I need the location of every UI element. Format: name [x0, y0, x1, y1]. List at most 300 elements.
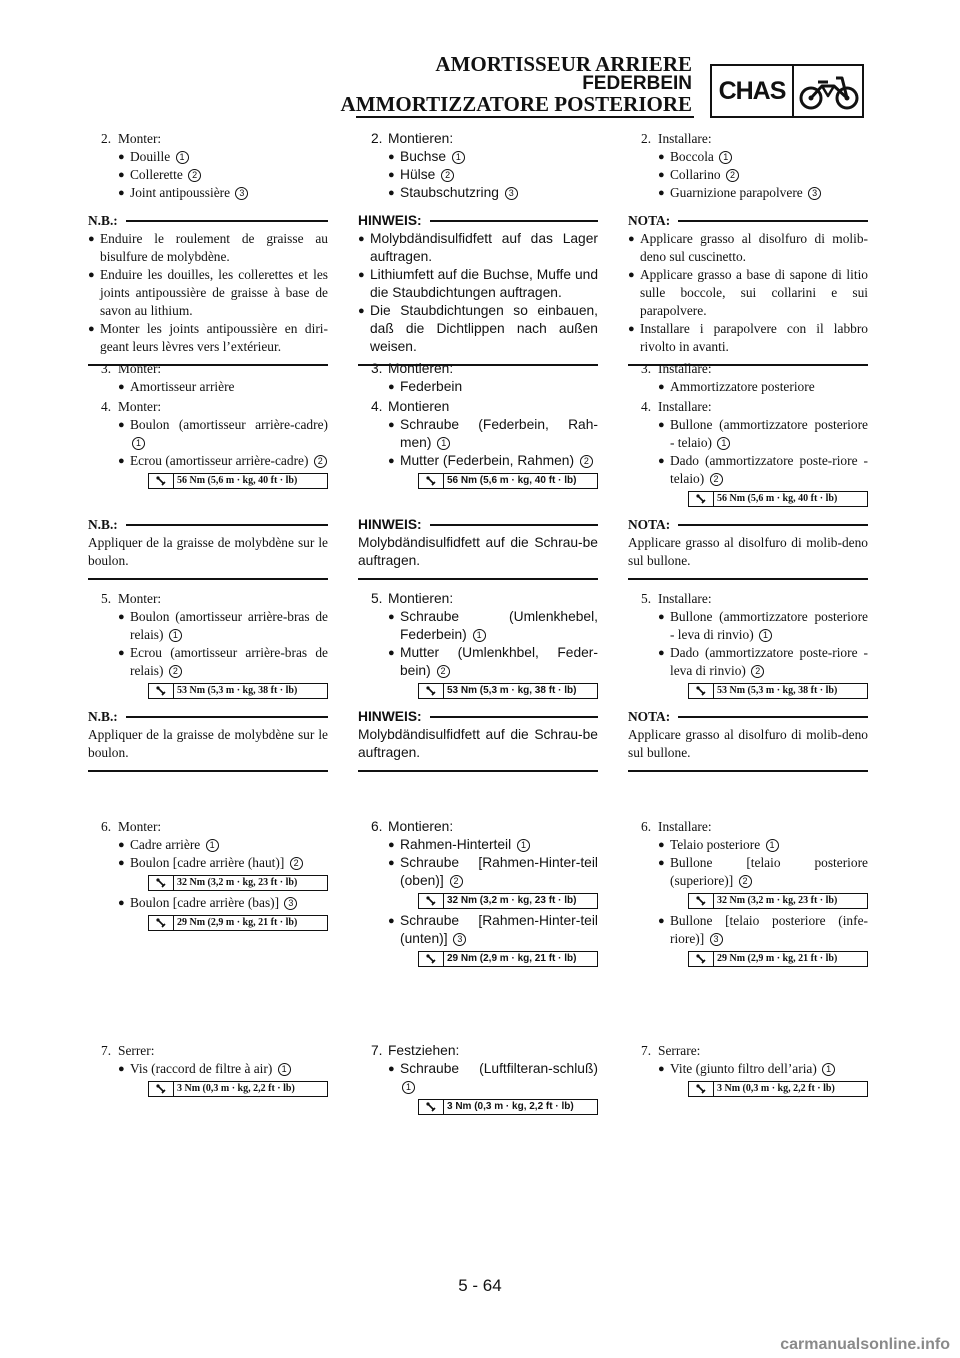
item-label: Ecrou (amortisseur arrière-bras de relais)	[130, 645, 328, 678]
note-block	[88, 510, 328, 580]
step-item-text	[670, 416, 868, 452]
torque-value: 29 Nm (2,9 m · kg, 21 ft · lb)	[447, 953, 577, 964]
callout-number: 1	[278, 1063, 291, 1076]
callout-number: 1	[717, 437, 730, 450]
callout-number: 2	[739, 875, 752, 888]
step-block	[358, 818, 598, 970]
note-heading	[358, 212, 598, 230]
step-item-text	[130, 166, 328, 184]
step-item-text	[400, 854, 598, 890]
callout-number: 2	[710, 473, 723, 486]
callout-number: 1	[473, 629, 486, 642]
item-label: Boulon [cadre arrière (bas)]	[130, 895, 280, 910]
bullet-icon: ●	[118, 455, 125, 467]
bullet-icon: ●	[658, 151, 665, 163]
note-end-rule	[628, 770, 868, 772]
callout-number: 3	[284, 897, 297, 910]
torque-spec	[418, 683, 598, 699]
step-item-text	[130, 854, 328, 872]
step-item	[88, 148, 328, 166]
torque-value: 32 Nm (3,2 m · kg, 23 ft · lb)	[177, 877, 298, 888]
bullet-icon: ●	[628, 269, 635, 281]
step-item	[628, 854, 868, 890]
step-item-text	[670, 608, 868, 644]
bullet-icon: ●	[388, 1063, 395, 1075]
torque-value: 3 Nm (0,3 m · kg, 2,2 ft · lb)	[177, 1083, 295, 1094]
step-item-text	[670, 854, 868, 890]
step-action: Montieren:	[388, 591, 454, 606]
bullet-icon: ●	[118, 839, 125, 851]
item-label: Boulon (amortisseur arrière-bras de relais)	[130, 609, 328, 642]
torque-spec	[148, 915, 328, 931]
step-number: 5.	[641, 591, 652, 606]
note-block	[358, 206, 598, 366]
step-item	[358, 644, 598, 680]
step-heading	[628, 818, 868, 836]
torque-wrench-icon	[149, 474, 174, 488]
step-action: Installare:	[658, 131, 712, 146]
step-item-text	[400, 1060, 598, 1096]
note-heading	[628, 708, 868, 726]
note-block	[628, 702, 868, 772]
step-item	[358, 416, 598, 452]
step-action: Monter:	[118, 819, 162, 834]
item-label: Schraube (Luftfilteran-schluß)	[400, 1061, 598, 1076]
torque-wrench-icon	[149, 1082, 174, 1096]
step-item-text	[400, 378, 598, 396]
step-block	[628, 1042, 868, 1100]
torque-spec	[688, 491, 868, 507]
step-number: 7.	[371, 1043, 383, 1058]
callout-number: 3	[505, 187, 518, 200]
step-item	[358, 184, 598, 202]
step-item	[88, 1060, 328, 1078]
bullet-icon: ●	[388, 857, 395, 869]
callout-number: 2	[437, 665, 450, 678]
bullet-icon: ●	[118, 611, 125, 623]
note-bullet	[358, 230, 598, 266]
bullet-icon: ●	[628, 323, 635, 335]
item-label: Boulon [cadre arrière (haut)]	[130, 855, 285, 870]
item-label: Federbein	[400, 379, 463, 394]
callout-number: 2	[188, 169, 201, 182]
note-rule	[430, 220, 598, 222]
step-action: Installare:	[658, 591, 712, 606]
item-label: Douille	[130, 149, 171, 164]
step-item-text	[670, 836, 868, 854]
bullet-icon: ●	[658, 647, 665, 659]
step-action: Monter:	[118, 361, 162, 376]
step-item	[628, 644, 868, 680]
step-item-text	[130, 644, 328, 680]
bullet-icon: ●	[88, 323, 95, 335]
note-label: HINWEIS:	[358, 213, 422, 228]
step-heading	[358, 398, 598, 416]
step-number: 4.	[101, 399, 112, 414]
callout-number: 1	[452, 151, 465, 164]
step-heading	[88, 818, 328, 836]
bullet-icon: ●	[658, 419, 665, 431]
note-label: HINWEIS:	[358, 517, 422, 532]
note-bullet	[628, 266, 868, 320]
note-heading	[628, 516, 868, 534]
note-label: N.B.:	[88, 709, 118, 724]
callout-number: 1	[759, 629, 772, 642]
step-item	[358, 378, 598, 396]
step-block	[358, 1042, 598, 1118]
item-label: Bullone [telaio posteriore (superiore)]	[670, 855, 868, 888]
step-heading	[628, 398, 868, 416]
torque-value: 32 Nm (3,2 m · kg, 23 ft · lb)	[717, 895, 838, 906]
callout-number: 2	[751, 665, 764, 678]
step-action: Montieren	[388, 399, 450, 414]
torque-wrench-icon	[419, 1100, 444, 1114]
step-heading	[358, 818, 598, 836]
note-label: N.B.:	[88, 213, 118, 228]
step-number: 2.	[641, 131, 652, 146]
bullet-icon: ●	[358, 233, 365, 245]
item-label: Dado (ammortizzatore poste-riore - leva di rinvio)	[670, 645, 868, 678]
torque-spec	[418, 951, 598, 967]
step-item	[358, 452, 598, 470]
step-heading	[358, 590, 598, 608]
callout-number: 1	[132, 437, 145, 450]
step-action: Installare:	[658, 819, 712, 834]
step-item	[628, 416, 868, 452]
item-label: Bullone (ammortizzatore posteriore - telaio)	[670, 417, 868, 450]
note-rule	[126, 524, 328, 526]
bullet-icon: ●	[658, 1063, 665, 1075]
step-number: 2.	[101, 131, 112, 146]
note-block	[88, 702, 328, 772]
step-item-text	[670, 912, 868, 948]
bullet-icon: ●	[358, 305, 365, 317]
torque-spec	[688, 951, 868, 967]
note-heading	[628, 212, 868, 230]
step-block	[628, 398, 868, 510]
step-action: Serrare:	[658, 1043, 701, 1058]
torque-value: 29 Nm (2,9 m · kg, 21 ft · lb)	[717, 953, 838, 964]
item-label: Mutter (Federbein, Rahmen)	[400, 453, 575, 468]
item-label: Telaio posteriore	[670, 837, 761, 852]
note-bullet	[88, 266, 328, 320]
step-item	[358, 912, 598, 948]
step-block	[628, 818, 868, 970]
step-item-text	[670, 378, 868, 396]
step-item	[88, 452, 328, 470]
step-heading	[88, 398, 328, 416]
callout-number: 3	[235, 187, 248, 200]
header-title-fr: AMORTISSEUR ARRIERE	[435, 52, 692, 76]
step-item-text	[400, 148, 598, 166]
step-number: 3.	[371, 361, 383, 376]
bullet-icon: ●	[388, 187, 395, 199]
callout-number: 1	[766, 839, 779, 852]
callout-number: 2	[314, 455, 327, 468]
callout-number: 2	[290, 857, 303, 870]
step-block	[628, 360, 868, 396]
step-action: Montieren:	[388, 361, 454, 376]
note-end-rule	[358, 770, 598, 772]
step-item	[88, 854, 328, 872]
callout-number: 1	[402, 1081, 415, 1094]
item-label: Mutter (Umlenkhbel, Feder-bein)	[400, 645, 598, 678]
callout-number: 2	[441, 169, 454, 182]
bullet-icon: ●	[658, 381, 665, 393]
torque-value: 32 Nm (3,2 m · kg, 23 ft · lb)	[447, 895, 577, 906]
step-number: 3.	[101, 361, 112, 376]
note-text: Molybdändisulfidfett auf die Schrau-be auftragen.	[358, 535, 598, 568]
step-item	[628, 148, 868, 166]
note-block	[358, 510, 598, 580]
torque-value: 53 Nm (5,3 m · kg, 38 ft · lb)	[177, 685, 298, 696]
callout-number: 1	[719, 151, 732, 164]
note-text: Applicare grasso al disolfuro di molib-deno sul bullone.	[628, 727, 868, 760]
step-item-text	[130, 894, 328, 912]
step-item	[358, 608, 598, 644]
step-action: Monter:	[118, 131, 162, 146]
bullet-icon: ●	[88, 233, 95, 245]
bullet-icon: ●	[118, 897, 125, 909]
note-heading	[88, 212, 328, 230]
watermark: carmanualsonline.info	[780, 1336, 950, 1353]
torque-value: 53 Nm (5,3 m · kg, 38 ft · lb)	[717, 685, 838, 696]
item-label: Schraube [Rahmen-Hinter-teil (oben)]	[400, 855, 598, 888]
note-heading	[358, 516, 598, 534]
step-item	[628, 378, 868, 396]
step-item	[358, 1060, 598, 1096]
header-title-de: FEDERBEIN	[582, 73, 692, 94]
step-heading	[358, 360, 598, 378]
note-text: Appliquer de la graisse de molybdène sur le boulon.	[88, 535, 328, 568]
bullet-icon: ●	[388, 647, 395, 659]
note-bullet	[628, 230, 868, 266]
step-item-text	[130, 452, 328, 470]
step-item-text	[400, 912, 598, 948]
torque-value: 3 Nm (0,3 m · kg, 2,2 ft · lb)	[447, 1101, 574, 1112]
step-item-text	[670, 644, 868, 680]
note-heading	[358, 708, 598, 726]
step-item-text	[400, 166, 598, 184]
torque-value: 29 Nm (2,9 m · kg, 21 ft · lb)	[177, 917, 298, 928]
bullet-icon: ●	[658, 187, 665, 199]
step-block	[358, 398, 598, 492]
callout-number: 2	[450, 875, 463, 888]
note-bullet-text: Die Staubdichtungen so einbauen, daß die Dichtlippen nach außen weisen.	[370, 303, 598, 354]
step-item-text	[130, 184, 328, 202]
item-label: Schraube (Federbein, Rah-men)	[400, 417, 598, 450]
item-label: Schraube (Umlenkhebel, Federbein)	[400, 609, 598, 642]
callout-number: 1	[517, 839, 530, 852]
note-rule	[678, 524, 868, 526]
step-item-text	[130, 1060, 328, 1078]
note-text: Molybdändisulfidfett auf die Schrau-be auftragen.	[358, 727, 598, 760]
step-number: 6.	[101, 819, 112, 834]
step-item	[88, 894, 328, 912]
step-heading	[358, 1042, 598, 1060]
bullet-icon: ●	[358, 269, 365, 281]
step-item-text	[400, 416, 598, 452]
step-action: Montieren:	[388, 131, 454, 146]
torque-spec	[148, 473, 328, 489]
bullet-icon: ●	[388, 419, 395, 431]
bullet-icon: ●	[88, 269, 95, 281]
step-number: 4.	[641, 399, 652, 414]
note-bullet-text: Molybdändisulfidfett auf das Lager auftragen.	[370, 231, 598, 264]
note-text: Applicare grasso al disolfuro di molib-deno sul bullone.	[628, 535, 868, 568]
note-rule	[430, 716, 598, 718]
step-block	[628, 130, 868, 202]
step-item	[358, 148, 598, 166]
item-label: Rahmen-Hinterteil	[400, 837, 512, 852]
step-item-text	[670, 452, 868, 488]
step-action: Serrer:	[118, 1043, 155, 1058]
item-label: Collarino	[670, 167, 721, 182]
step-heading	[628, 590, 868, 608]
item-label: Boccola	[670, 149, 714, 164]
bullet-icon: ●	[118, 187, 125, 199]
callout-number: 1	[822, 1063, 835, 1076]
torque-wrench-icon	[419, 684, 444, 698]
step-item-text	[400, 644, 598, 680]
bullet-icon: ●	[658, 839, 665, 851]
step-item	[628, 452, 868, 488]
step-item	[358, 836, 598, 854]
item-label: Boulon (amortisseur arrière-cadre)	[130, 417, 328, 432]
bullet-icon: ●	[118, 647, 125, 659]
item-label: Hülse	[400, 167, 436, 182]
step-heading	[88, 360, 328, 378]
step-block	[88, 1042, 328, 1100]
step-item-text	[130, 148, 328, 166]
item-label: Guarnizione parapolvere	[670, 185, 803, 200]
step-item-text	[670, 148, 868, 166]
step-block	[358, 590, 598, 702]
torque-wrench-icon	[419, 894, 444, 908]
item-label: Bullone (ammortizzatore posteriore - leva di rinvio)	[670, 609, 868, 642]
step-number: 7.	[641, 1043, 652, 1058]
torque-value: 56 Nm (5,6 m · kg, 40 ft · lb)	[717, 493, 838, 504]
step-item-text	[400, 184, 598, 202]
torque-wrench-icon	[689, 894, 714, 908]
note-label: NOTA:	[628, 517, 671, 532]
section-badge	[710, 64, 864, 118]
bullet-icon: ●	[388, 381, 395, 393]
step-item-text	[670, 184, 868, 202]
note-bullet	[88, 230, 328, 266]
item-label: Amortisseur arrière	[130, 379, 235, 394]
torque-wrench-icon	[689, 492, 714, 506]
section-badge-divider	[792, 66, 794, 116]
note-end-rule	[88, 578, 328, 580]
note-rule	[678, 716, 868, 718]
note-bullet-text: Installare i parapolvere con il labbro rivolto in avanti.	[640, 321, 868, 354]
torque-spec	[148, 1081, 328, 1097]
step-action: Festziehen:	[388, 1043, 460, 1058]
note-rule	[126, 220, 328, 222]
section-code: CHAS	[718, 77, 786, 105]
step-item	[628, 166, 868, 184]
note-label: NOTA:	[628, 709, 671, 724]
note-block	[628, 206, 868, 366]
note-bullet	[358, 266, 598, 302]
step-item-text	[130, 836, 328, 854]
bullet-icon: ●	[658, 169, 665, 181]
callout-number: 1	[169, 629, 182, 642]
step-item	[88, 836, 328, 854]
bullet-icon: ●	[388, 169, 395, 181]
bullet-icon: ●	[118, 419, 125, 431]
step-item	[358, 854, 598, 890]
bullet-icon: ●	[118, 151, 125, 163]
callout-number: 2	[169, 665, 182, 678]
step-number: 6.	[641, 819, 652, 834]
item-label: Vis (raccord de filtre à air)	[130, 1061, 273, 1076]
note-bullet-text: Applicare grasso a base di sapone di litio sulle boccole, sui collarini e sui parapolvere.	[640, 267, 868, 318]
step-item	[628, 608, 868, 644]
item-label: Dado (ammortizzatore poste-riore - telaio)	[670, 453, 868, 486]
step-heading	[358, 130, 598, 148]
step-item-text	[400, 452, 598, 470]
torque-value: 53 Nm (5,3 m · kg, 38 ft · lb)	[447, 685, 577, 696]
bullet-icon: ●	[118, 857, 125, 869]
step-block	[358, 360, 598, 396]
step-heading	[88, 1042, 328, 1060]
item-label: Vite (giunto filtro dell’aria)	[670, 1061, 817, 1076]
note-bullet-text: Lithiumfett auf die Buchse, Muffe und die Staubdichtungen auftragen.	[370, 267, 598, 300]
bullet-icon: ●	[388, 839, 395, 851]
callout-number: 2	[726, 169, 739, 182]
step-block	[88, 818, 328, 934]
step-item	[88, 644, 328, 680]
step-item	[88, 184, 328, 202]
note-bullet-text: Monter les joints antipoussière en diri-geant leurs lèvres vers l’extérieur.	[100, 321, 328, 354]
step-item-text	[400, 608, 598, 644]
step-item	[628, 912, 868, 948]
callout-number: 2	[580, 455, 593, 468]
note-bullet-text: Enduire le roulement de graisse au bisulfure de molybdène.	[100, 231, 328, 264]
note-heading	[88, 708, 328, 726]
step-item-text	[670, 166, 868, 184]
header-title-it: AMMORTIZZATORE POSTERIORE	[340, 92, 692, 116]
step-block	[88, 360, 328, 396]
note-heading	[88, 516, 328, 534]
step-item-text	[130, 608, 328, 644]
step-block	[88, 590, 328, 702]
bullet-icon: ●	[118, 381, 125, 393]
callout-number: 3	[453, 933, 466, 946]
torque-wrench-icon	[149, 876, 174, 890]
header-rule	[356, 116, 694, 118]
step-item	[88, 608, 328, 644]
torque-spec	[418, 1099, 598, 1115]
step-heading	[628, 360, 868, 378]
note-label: HINWEIS:	[358, 709, 422, 724]
note-bullet	[358, 302, 598, 356]
step-block	[88, 130, 328, 202]
step-heading	[628, 130, 868, 148]
step-action: Montieren:	[388, 819, 454, 834]
bullet-icon: ●	[388, 915, 395, 927]
torque-value: 3 Nm (0,3 m · kg, 2,2 ft · lb)	[717, 1083, 835, 1094]
bullet-icon: ●	[658, 611, 665, 623]
note-bullet	[88, 320, 328, 356]
motorcycle-icon	[798, 70, 860, 112]
torque-spec	[688, 683, 868, 699]
torque-wrench-icon	[689, 1082, 714, 1096]
step-item	[628, 836, 868, 854]
torque-spec	[148, 875, 328, 891]
